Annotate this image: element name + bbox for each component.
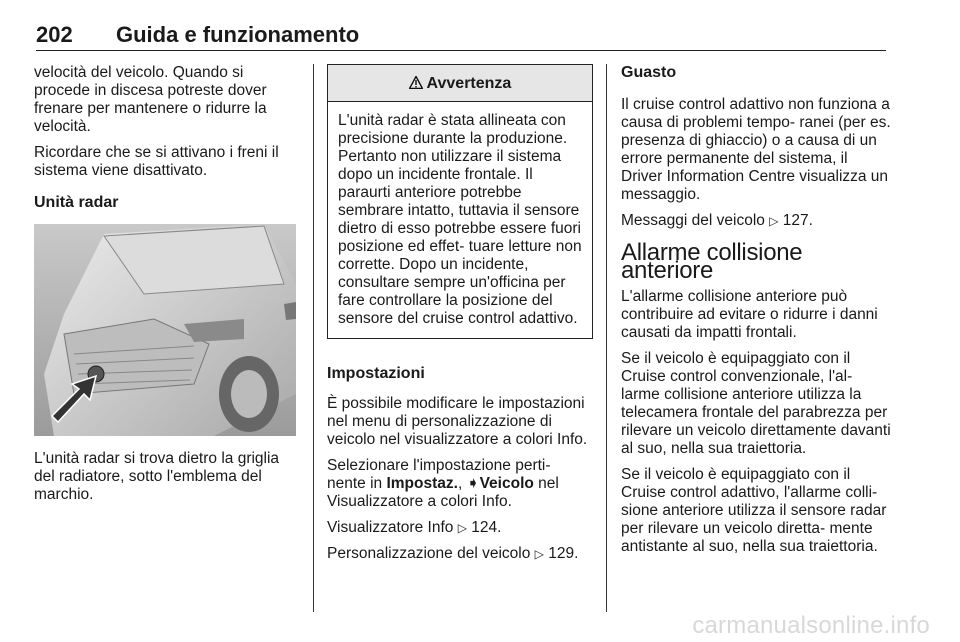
page-reference[interactable]: 129. — [548, 545, 579, 562]
warning-triangle-icon — [409, 76, 423, 89]
page-reference-icon: ▷ — [457, 521, 467, 535]
menu-path-vehicle: Veicolo — [479, 475, 534, 492]
warning-text: L'unità radar è stata allineata con precisione durante la produzione. Pertanto non utilizzare il sistema dopo un incidente frontale. Il paraurti anteriore potrebbe sembrare intatto, tuttavia il sensore dietro di esso potrebbe essere fuori posizione ed effet- tuare letture non corrette. Dopo un incidente, consultare sempre un'officina per fare controllare la posizione del sensore del cruise control adattivo. — [338, 112, 582, 327]
warning-title: Avvertenza — [426, 75, 512, 92]
paragraph: Ricordare che se si attivano i freni il sistema viene disattivato. — [34, 144, 279, 179]
paragraph: velocità del veicolo. Quando si procede in discesa potreste dover frenare per mantenere o ridurre la velocità. — [34, 64, 267, 135]
watermark: carmanualsonline.info — [692, 612, 930, 639]
wheel-rim — [231, 370, 267, 418]
paragraph: È possibile modificare le impostazioni nel menu di personalizzazione di veicolo nel visualizzatore a colori Info. — [327, 395, 588, 448]
text: Messaggi del veicolo — [621, 212, 770, 229]
warning-header — [328, 65, 592, 102]
page-reference[interactable]: 127. — [782, 212, 813, 229]
page-header — [36, 22, 886, 51]
paragraph: L'allarme collisione anteriore può contribuire ad evitare o ridurre i danni causati da impatti frontali. — [621, 288, 878, 341]
menu-arrow-icon: ➧ — [466, 475, 480, 492]
heading-radar-unit: Unità radar — [34, 194, 119, 211]
paragraph: Se il veicolo è equipaggiato con il Cruise control adattivo, l'allarme colli- sione anteriore utilizza il sensore radar per rilevare un veicolo diretta- mente antistante al suo, nella sua traiettoria. — [621, 466, 887, 555]
column-left — [34, 64, 296, 512]
paragraph: Se il veicolo è equipaggiato con il Cruise control convenzionale, l'al- larme collisione anteriore utilizza la telecamera frontale del parabrezza per rilevare un veicolo direttamente davanti al suo, nella sua traiettoria. — [621, 350, 891, 457]
section-title: Guida e funzionamento — [116, 22, 360, 47]
car-radar-illustration — [34, 224, 296, 436]
menu-path-settings: Impostaz. — [386, 475, 458, 492]
column-divider — [313, 64, 314, 612]
column-middle — [327, 64, 593, 571]
paragraph — [327, 545, 593, 563]
text: Visualizzatore Info — [327, 519, 458, 536]
column-divider — [606, 64, 607, 612]
page-reference-icon: ▷ — [534, 547, 544, 561]
text: Selezionare l'impostazione perti- nente in — [327, 457, 551, 492]
side-mirror — [284, 302, 296, 320]
heading-forward-collision-alert: Allarme collisione anteriore — [621, 239, 803, 284]
image-caption: L'unità radar si trova dietro la griglia del radiatore, sotto l'emblema del marchio. — [34, 450, 280, 503]
paragraph — [327, 519, 593, 537]
heading-fault: Guasto — [621, 64, 677, 81]
warning-box — [327, 64, 593, 339]
text: nel Visualizzatore a colori Info. — [327, 475, 559, 510]
paragraph: Il cruise control adattivo non funziona a causa di problemi tempo- ranei (per es. presenza di ghiaccio) o a causa di un errore permanente del sistema, il Driver Information Centre visualizza un messaggio. — [621, 96, 891, 203]
column-right — [621, 64, 893, 564]
paragraph — [327, 457, 593, 511]
page-reference[interactable]: 124. — [471, 519, 502, 536]
text: , — [457, 475, 467, 492]
page-number: 202 — [36, 22, 73, 47]
text: Personalizzazione del veicolo — [327, 545, 535, 562]
page-reference-icon: ▷ — [769, 214, 779, 228]
paragraph — [621, 212, 893, 230]
heading-settings: Impostazioni — [327, 365, 425, 382]
